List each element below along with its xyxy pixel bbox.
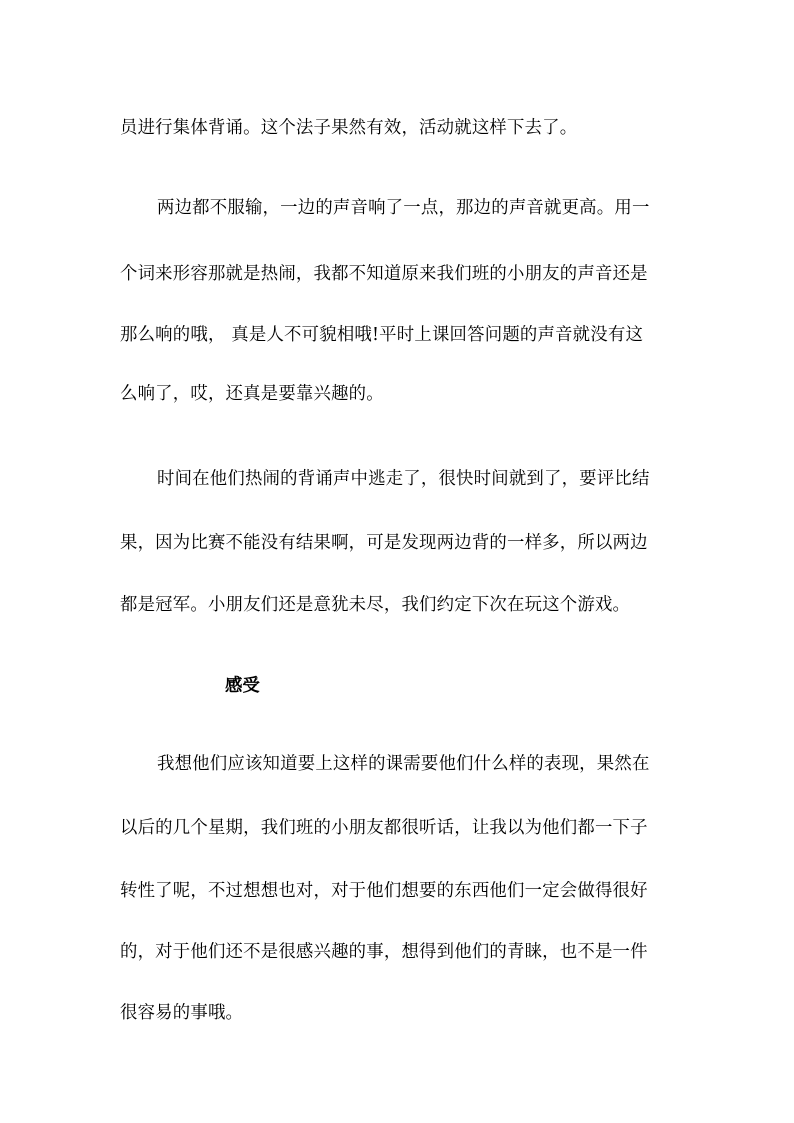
paragraph-line: 果，因为比赛不能没有结果啊，可是发现两边背的一样多，所以两边 <box>120 533 648 553</box>
paragraph-line: 员进行集体背诵。这个法子果然有效，活动就这样下去了。 <box>120 118 578 138</box>
paragraph-line: 个词来形容那就是热闹，我都不知道原来我们班的小朋友的声音还是 <box>120 264 648 284</box>
paragraph-line: 时间在他们热闹的背诵声中逃走了，很快时间就到了，要评比结 <box>157 469 650 489</box>
paragraph-line: 两边都不服输，一边的声音响了一点，那边的声音就更高。用一 <box>157 198 650 218</box>
paragraph-line: 的，对于他们还不是很感兴趣的事，想得到他们的青睐，也不是一件 <box>120 942 648 962</box>
section-heading: 感受 <box>225 676 260 696</box>
paragraph-line: 很容易的事哦。 <box>120 1003 244 1023</box>
paragraph-line: 那么响的哦， 真是人不可貌相哦!平时上课回答问题的声音就没有这 <box>120 325 644 345</box>
paragraph-line: 都是冠军。小朋友们还是意犹未尽，我们约定下次在玩这个游戏。 <box>120 595 631 615</box>
paragraph-line: 我想他们应该知道要上这样的课需要他们什么样的表现，果然在 <box>157 754 650 774</box>
paragraph-line: 以后的几个星期，我们班的小朋友都很听话，让我以为他们都一下子 <box>120 818 648 838</box>
paragraph-line: 转性了呢，不过想想也对，对于他们想要的东西他们一定会做得很好 <box>120 881 648 901</box>
paragraph-line: 么响了，哎，还真是要靠兴趣的。 <box>120 384 384 404</box>
